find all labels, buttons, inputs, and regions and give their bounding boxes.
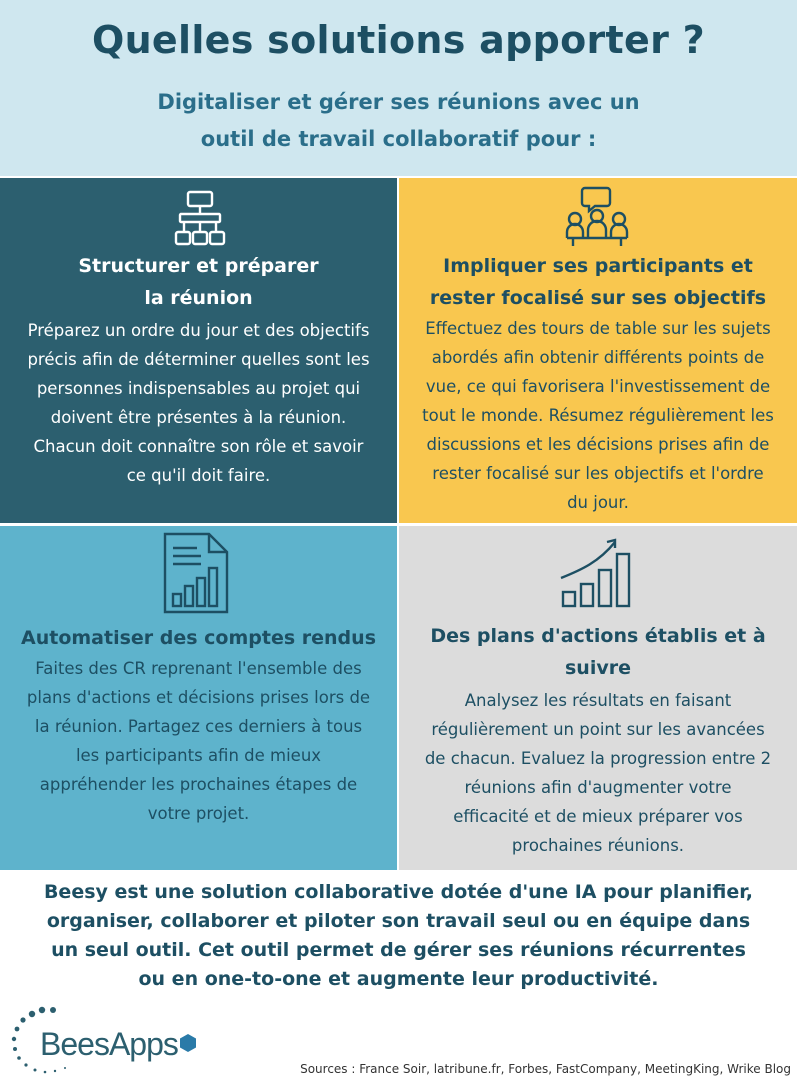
card-title bbox=[399, 620, 797, 684]
text-line: Analysez les résultats en faisant bbox=[464, 691, 732, 710]
text-line: régulièrement un point sur les avancées bbox=[431, 720, 765, 739]
text-line: plans d'actions et décisions prises lors de bbox=[26, 688, 371, 707]
card-title-line: suivre bbox=[565, 657, 631, 679]
footer-line: ou en one-to-one et augmente leur productivité. bbox=[138, 968, 659, 990]
card-title-line: Des plans d'actions établis et à bbox=[430, 625, 766, 647]
card-title-line: Structurer et préparer bbox=[78, 255, 319, 277]
text-line: précis afin de déterminer quelles sont les bbox=[27, 350, 370, 369]
card-plans-actions bbox=[399, 526, 797, 870]
text-line: la réunion. Partagez ces derniers à tous bbox=[34, 717, 363, 736]
text-line: du jour. bbox=[567, 493, 629, 512]
text-line: réunions afin d'augmenter votre bbox=[464, 778, 732, 797]
footer-line: organiser, collaborer et piloter son travail seul ou en équipe dans bbox=[46, 910, 751, 932]
text-line: Faites des CR reprenant l'ensemble des bbox=[35, 659, 362, 678]
text-line: personnes indispensables au projet qui bbox=[36, 379, 361, 398]
card-structurer bbox=[0, 178, 397, 523]
text-line: appréhender les prochaines étapes de bbox=[39, 775, 358, 794]
text-line: Chacun doit connaître son rôle et savoir bbox=[33, 437, 364, 456]
text-line: discussions et les décisions prises afin de bbox=[426, 435, 770, 454]
footer-line: Beesy est une solution collaborative dotée d'une IA pour planifier, bbox=[43, 881, 754, 903]
text-line: de chacun. Evaluez la progression entre 2 bbox=[424, 749, 772, 768]
text-line: tout le monde. Résumez régulièrement les bbox=[422, 406, 774, 425]
page-title: Quelles solutions apporter ? bbox=[91, 18, 706, 62]
card-title: Automatiser des comptes rendus bbox=[21, 627, 376, 649]
card-title-line: Impliquer ses participants et bbox=[443, 255, 753, 277]
report-document-icon bbox=[163, 532, 229, 614]
text-line: Préparez un ordre du jour et des objectifs bbox=[27, 321, 370, 340]
card-text bbox=[405, 314, 791, 517]
text-line: ce qu'il doit faire. bbox=[126, 466, 271, 485]
subtitle-line-1: Digitaliser et gérer ses réunions avec un bbox=[157, 90, 640, 114]
text-line: rester focalisé sur les objectifs et l'ordre bbox=[432, 464, 764, 483]
meeting-participants-icon bbox=[565, 186, 629, 248]
sources-note: Sources : France Soir, latribune.fr, Forbes, FastCompany, MeetingKing, Wrike Blog bbox=[300, 1062, 791, 1076]
text-line: Effectuez des tours de table sur les sujets bbox=[425, 319, 771, 338]
text-line: efficacité et de mieux préparer vos bbox=[453, 807, 743, 826]
card-automatiser bbox=[0, 526, 397, 870]
growth-chart-icon bbox=[559, 536, 639, 610]
card-impliquer bbox=[399, 178, 797, 523]
page-subtitle bbox=[0, 84, 797, 158]
card-text bbox=[405, 686, 791, 860]
logo-text: BeesApps bbox=[40, 1026, 178, 1062]
footer-description bbox=[0, 878, 797, 994]
text-line: prochaines réunions. bbox=[511, 836, 685, 855]
card-text bbox=[6, 654, 391, 828]
text-line: vue, ce qui favorisera l'investissement de bbox=[425, 377, 771, 396]
org-chart-icon bbox=[174, 190, 226, 246]
card-text bbox=[6, 316, 391, 490]
footer-line: un seul outil. Cet outil permet de gérer ses réunions récurrentes bbox=[51, 939, 746, 961]
card-title-line: la réunion bbox=[144, 287, 253, 309]
text-line: les participants afin de mieux bbox=[75, 746, 322, 765]
card-title-line: rester focalisé sur ses objectifs bbox=[429, 287, 767, 309]
text-line: abordés afin obtenir différents points de bbox=[431, 348, 765, 367]
text-line: doivent être présentes à la réunion. bbox=[50, 408, 347, 427]
beesapps-logo bbox=[10, 1002, 210, 1074]
header bbox=[0, 0, 797, 176]
subtitle-line-2: outil de travail collaboratif pour : bbox=[200, 127, 597, 151]
text-line: votre projet. bbox=[147, 804, 250, 823]
card-title bbox=[399, 250, 797, 314]
card-title bbox=[0, 250, 397, 314]
